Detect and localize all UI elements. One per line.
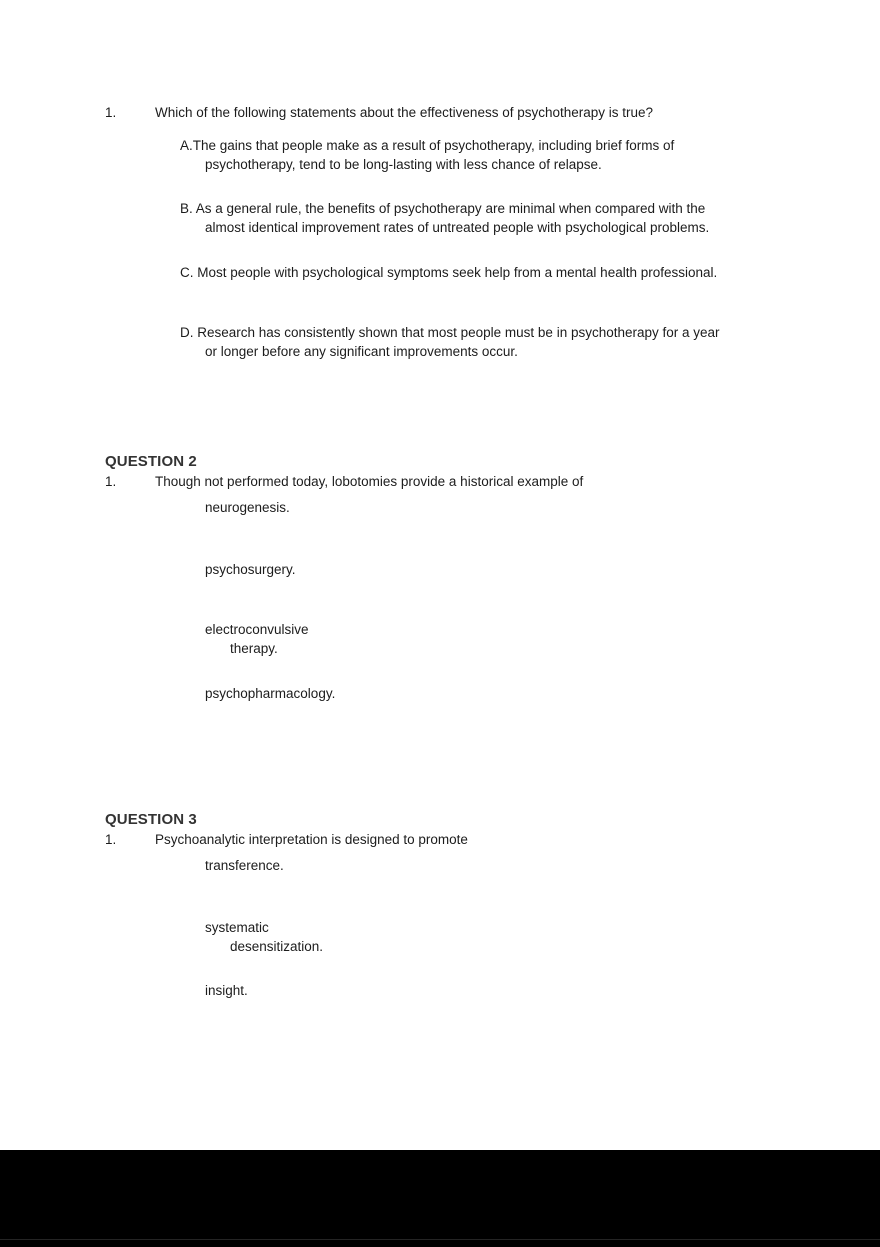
question-1-row: [0, 103, 880, 122]
question-3-row: [0, 830, 880, 849]
question-2-heading: QUESTION 2: [105, 453, 197, 470]
answer-option-line: neurogenesis.: [205, 500, 290, 515]
answer-option: [205, 620, 800, 658]
answer-option-line: psychopharmacology.: [205, 686, 336, 701]
footer-bar: [0, 1150, 880, 1247]
option-d-line: or longer before any significant improvements occur.: [205, 344, 518, 359]
answer-option: [205, 684, 800, 703]
question-3-heading: QUESTION 3: [105, 811, 197, 828]
answer-option: [205, 498, 800, 517]
footer-divider: [0, 1239, 880, 1240]
answer-option-line: insight.: [205, 983, 248, 998]
answer-option-line: desensitization.: [230, 939, 324, 954]
question-1-options: [180, 136, 800, 361]
option-d: [180, 323, 800, 361]
option-b: [180, 199, 800, 237]
answer-option-line: transference.: [205, 858, 284, 873]
question-2-options: [205, 498, 800, 703]
answer-option: [205, 856, 800, 875]
question-1-block: [0, 0, 880, 361]
answer-option: [205, 981, 800, 1000]
option-a-line: psychotherapy, tend to be long-lasting with less chance of relapse.: [205, 157, 602, 172]
answer-option-line: psychosurgery.: [205, 562, 296, 577]
option-a: [180, 136, 800, 174]
option-b-line: almost identical improvement rates of untreated people with psychological problems.: [205, 220, 710, 235]
question-3-number: 1.: [105, 832, 117, 847]
question-1-number: 1.: [105, 105, 117, 120]
answer-option: [205, 918, 800, 956]
option-c-line: C. Most people with psychological symptoms seek help from a mental health professional.: [180, 265, 718, 280]
option-c: [180, 263, 800, 282]
option-a-line: A.The gains that people make as a result of psychotherapy, including brief forms of: [180, 138, 675, 153]
question-2-row: [0, 472, 880, 491]
answer-option-line: therapy.: [230, 641, 278, 656]
answer-option-line: electroconvulsive: [205, 622, 309, 637]
question-1-text: Which of the following statements about the effectiveness of psychotherapy is true?: [155, 105, 654, 120]
question-2-text: Though not performed today, lobotomies provide a historical example of: [155, 474, 584, 489]
option-d-line: D. Research has consistently shown that most people must be in psychotherapy for a year: [180, 325, 720, 340]
question-3-block: [0, 810, 880, 1000]
answer-option-line: systematic: [205, 920, 269, 935]
question-2-block: [0, 452, 880, 703]
question-2-number: 1.: [105, 474, 117, 489]
question-3-options: [205, 856, 800, 1000]
question-3-text: Psychoanalytic interpretation is designed to promote: [155, 832, 468, 847]
option-b-line: B. As a general rule, the benefits of psychotherapy are minimal when compared with the: [180, 201, 706, 216]
answer-option: [205, 560, 800, 579]
